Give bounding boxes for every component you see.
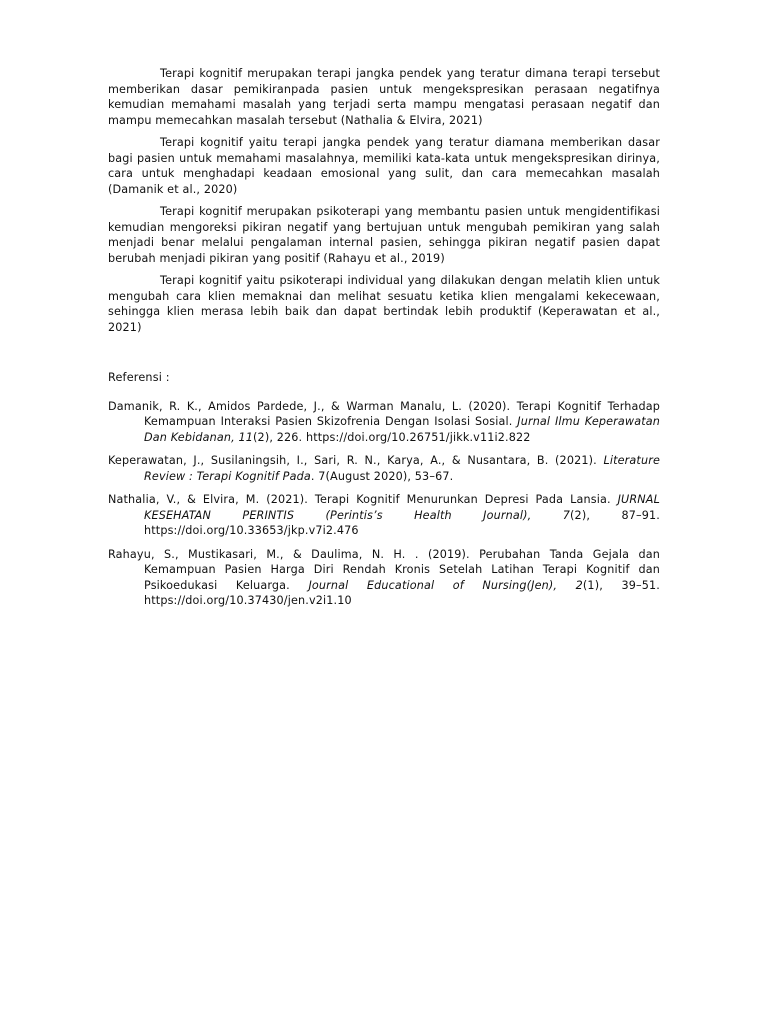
reference-details: (2), 87–91. https://doi.org/10.33653/jkp.v7i2.476 bbox=[144, 508, 660, 537]
reference-source: JURNAL KESEHATAN PERINTIS (Perintis’s Health Journal), 7 bbox=[144, 493, 660, 522]
document-page bbox=[108, 66, 660, 617]
reference-text: Damanik, R. K., Amidos Pardede, J., & Warman Manalu, L. (2020). Terapi Kognitif Terhadap Kemampuan Interaksi Pasien Skizofrenia Dengan Isolasi Sosial. bbox=[108, 399, 660, 428]
reference-details: (1), 39–51. https://doi.org/10.37430/jen.v2i1.10 bbox=[144, 578, 660, 607]
paragraph-4: Terapi kognitif yaitu psikoterapi individual yang dilakukan dengan melatih klien untuk mengubah cara klien memaknai dan melihat sesuatu ketika klien mengalami kekecewaan, sehingga klien merasa lebih baik dan dapat bertindak lebih produktif (Keperawatan et al., 2021) bbox=[108, 274, 660, 334]
references-heading: Referensi : bbox=[108, 371, 170, 384]
reference-text: Rahayu, S., Mustikasari, M., & Daulima, N. H. . (2019). Perubahan Tanda Gejala dan Kemampuan Pasien Harga Diri Rendah Kronis Setelah Latihan Terapi Kognitif dan Psikoedukasi Keluarga. bbox=[108, 547, 660, 592]
reference-details: (2), 226. https://doi.org/10.26751/jikk.v11i2.822 bbox=[253, 430, 531, 444]
reference-entry bbox=[108, 453, 660, 484]
reference-text: Nathalia, V., & Elvira, M. (2021). Terapi Kognitif Menurunkan Depresi Pada Lansia. bbox=[108, 493, 618, 506]
reference-entry bbox=[108, 492, 660, 539]
paragraph-2: Terapi kognitif yaitu terapi jangka pendek yang teratur diamana memberikan dasar bagi pasien untuk memahami masalahnya, memiliki kata-kata untuk mengekspresikan dirinya, cara untuk menghadapi keadaan emosional yang sulit, dan cara memecahkan masalah (Damanik et al., 2020) bbox=[108, 136, 660, 196]
reference-details: . 7(August 2020), 53–67. bbox=[310, 469, 454, 483]
reference-source: Journal Educational of Nursing(Jen), 2 bbox=[308, 578, 583, 592]
reference-entry bbox=[108, 399, 660, 446]
reference-source: Jurnal Ilmu Keperawatan Dan Kebidanan, 11 bbox=[144, 415, 660, 444]
reference-entry bbox=[108, 547, 660, 609]
paragraph-1: Terapi kognitif merupakan terapi jangka pendek yang teratur dimana terapi tersebut memberikan dasar pemikiranpada pasien untuk mengekspresikan perasaan negatifnya kemudian memahami masalah yang terjadi serta mampu mengatasi perasaan negatif dan mampu memecahkan masalah tersebut (Nathalia & Elvira, 2021) bbox=[108, 67, 660, 127]
paragraph-3: Terapi kognitif merupakan psikoterapi yang membantu pasien untuk mengidentifikasi kemudian mengoreksi pikiran negatif yang bertujuan untuk mengubah pemikiran yang salah menjadi benar melalui pengalaman internal pasien, sehingga pikiran negatif pasien dapat berubah menjadi pikiran yang positif (Rahayu et al., 2019) bbox=[108, 205, 660, 265]
reference-text: Keperawatan, J., Susilaningsih, I., Sari, R. N., Karya, A., & Nusantara, B. (2021). bbox=[108, 454, 604, 467]
reference-source: Literature Review : Terapi Kognitif Pada bbox=[144, 454, 660, 483]
